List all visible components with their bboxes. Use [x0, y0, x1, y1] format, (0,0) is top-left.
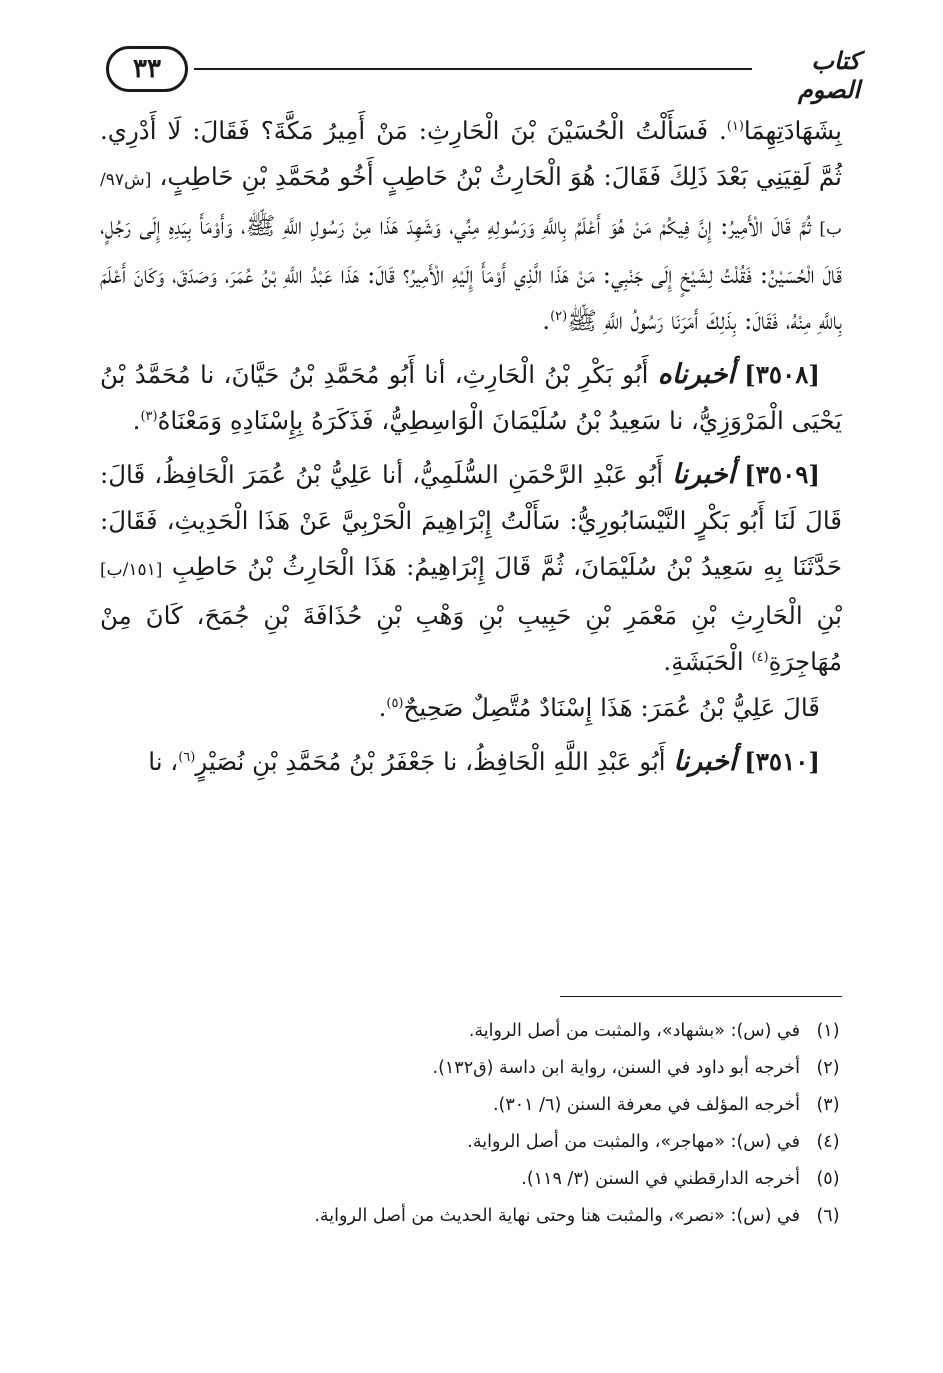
footnote: [100, 1197, 850, 1234]
text-segment: قَالَ عَلِيُّ بْنُ عُمَرَ: هَذَا إِسْنَادٌ مُتَّصِلٌ صَحِيحٌ: [403, 693, 820, 722]
text-segment: أَبُو بَكْرِ بْنُ الْحَارِثِ، أنا أَبُو مُحَمَّدِ بْنُ حَيَّانَ، نا مُحَمَّدُ بْنُ يَحْيَى الْمَرْوَزِيُّ، نا سَعِيدُ بْنُ سُلَيْمَانَ الْوَاسِطِيُّ، فَذَكَرَهُ بِإِسْنَادِهِ وَمَعْنَاهُ: [100, 360, 842, 435]
text-segment: .: [378, 693, 387, 722]
footnote-number: (١): [816, 1020, 840, 1041]
footnote-text: في (س): «بشهاد»، والمثبت من أصل الرواية.: [468, 1020, 800, 1041]
hadith-number: [٣٥١٠]: [744, 747, 820, 776]
footnote-ref: (١): [726, 118, 744, 134]
transmission-keyword: أخبرناه: [657, 359, 735, 390]
footnote: [100, 1049, 850, 1086]
manuscript-folio-marker: [ش٩٧/ب]: [100, 170, 842, 239]
footnote-ref: (٥): [386, 695, 404, 711]
book-title: كتاب الصوم: [797, 46, 860, 104]
hadith-3509: [100, 452, 842, 685]
hadith-3510: [100, 739, 842, 785]
footnote-number: (٥): [816, 1168, 840, 1189]
footnote-number: (٢): [816, 1057, 840, 1078]
footnote-number: (٣): [816, 1094, 840, 1115]
page-number-badge: ٣٣: [106, 46, 188, 92]
footnote-text: أخرجه أبو داود في السنن، رواية ابن داسة (ق١٣٢).: [432, 1057, 800, 1078]
footnote: [100, 1086, 850, 1123]
header-rule: [194, 68, 752, 70]
footnote: [100, 1123, 850, 1160]
footnote-ref: (٤): [751, 649, 769, 665]
footnote-text: في (س): «نصر»، والمثبت هنا وحتى نهاية الحديث من أصل الرواية.: [314, 1205, 800, 1226]
text-segment: .: [132, 406, 141, 435]
footnote-ref: (٦): [178, 749, 196, 765]
hadith-number: [٣٥٠٨]: [744, 360, 820, 389]
text-segment: أَبُو عَبْدِ الرَّحْمَنِ السُّلَمِيُّ، أنا عَلِيُّ بْنُ عُمَرَ الْحَافِظُ، قَالَ: قَالَ لَنَا أَبُو بَكْرٍ النَّيْسَابُورِيُّ: سَأَلْتُ إِبْرَاهِيمَ الْحَرْبِيَّ عَنْ هَذَا الْحَدِيثِ، فَقَالَ: حَدَّثَنَا بِهِ سَعِيدُ بْنُ سُلَيْمَانَ، ثُمَّ قَالَ إِبْرَاهِيمُ: هَذَا الْحَارِثُ بْنُ حَاطِبِ: [100, 460, 843, 581]
hadith-number: [٣٥٠٩]: [744, 460, 820, 489]
footnote-ref: (٢): [550, 308, 568, 324]
text-segment: الْحَبَشَةِ.: [663, 647, 744, 676]
text-segment: .: [542, 306, 551, 335]
text-segment: ، نا: [148, 747, 179, 776]
footnote-number: (٦): [816, 1205, 840, 1226]
text-segment: ثُمَّ قَالَ الْأَمِيرُ: إِنَّ فِيكُمْ مَنْ هُوَ أَعْلَمُ بِاللَّهِ وَرَسُولِهِ مِنِّي، وَشَهِدَ هَذَا مِنْ رَسُولِ اللَّهِ ﷺ، وَأَوْمَأَ بِيَدِهِ إِلَى رَجُلٍ، قَالَ الْحُسَيْنُ: فَقُلْتُ لِشَيْخٍ إِلَى جَنْبِي: مَنْ هَذَا الَّذِي أَوْمَأَ إِلَيْهِ الْأَمِيرُ؟ قَالَ: هَذَا عَبْدُ اللَّهِ بْنُ عُمَرَ، وَصَدَقَ، وَكَانَ أَعْلَمَ بِاللَّهِ مِنْهُ، فَقَالَ: بِذَلِكَ أَمَرَنَا رَسُولُ اللَّهِ ﷺ: [100, 211, 842, 335]
footnote-ref: (٣): [140, 408, 158, 424]
text-segment: بْنِ الْحَارِثِ بْنِ مَعْمَرِ بْنِ حَبِيبِ بْنِ وَهْبِ بْنِ حُذَافَةَ بْنِ جُمَحَ، كَانَ مِنْ مُهَاجِرَةِ: [100, 601, 842, 676]
paragraph-1: [100, 108, 842, 344]
text-segment: . فَسَأَلْتُ الْحُسَيْنَ بْنَ الْحَارِثِ: مَنْ أَمِيرُ مَكَّةَ؟ فَقَالَ: لَا أَدْرِي. ثُمَّ لَقِيَنِي بَعْدَ ذَلِكَ فَقَالَ: هُوَ الْحَارِثُ بْنُ حَاطِبٍ أَخُو مُحَمَّدِ بْنِ حَاطِبٍ،: [100, 116, 842, 191]
footnote: [100, 1160, 850, 1197]
text-segment: أَبُو عَبْدِ اللَّهِ الْحَافِظُ، نا جَعْفَرُ بْنُ مُحَمَّدِ بْنِ نُصَيْرٍ: [195, 747, 666, 776]
commentary-paragraph: [100, 685, 842, 731]
transmission-keyword: أخبرنا: [673, 746, 737, 777]
footnote-separator: [560, 996, 842, 997]
page-header: [100, 42, 860, 112]
text-segment: بِشَهَادَتِهِمَا: [743, 116, 842, 145]
footnote: [100, 1012, 850, 1049]
manuscript-folio-marker: [١٥١/ب]: [100, 560, 163, 580]
transmission-keyword: أخبرنا: [672, 459, 736, 490]
footnote-text: في (س): «مهاجر»، والمثبت من أصل الرواية.: [467, 1131, 800, 1152]
footnote-number: (٤): [816, 1131, 840, 1152]
hadith-3508: [100, 352, 842, 444]
footnote-text: أخرجه المؤلف في معرفة السنن (٦/ ٣٠١).: [492, 1094, 800, 1115]
footnotes: [100, 1012, 850, 1234]
footnote-text: أخرجه الدارقطني في السنن (٣/ ١١٩).: [521, 1168, 800, 1189]
main-text: [100, 108, 842, 785]
